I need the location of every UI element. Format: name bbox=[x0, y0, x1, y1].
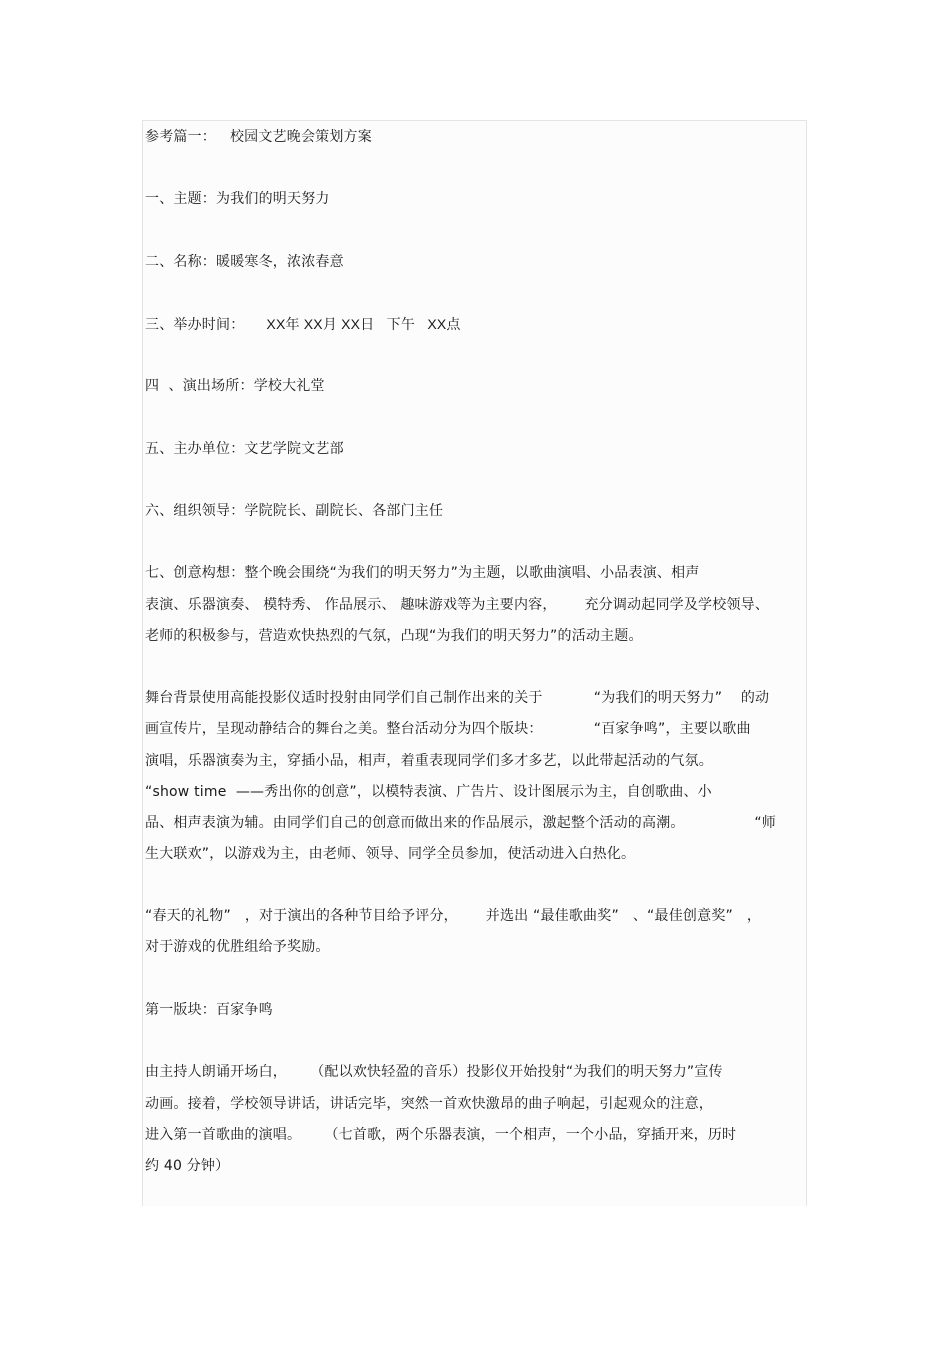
block1-line: 进入第一首歌曲的演唱。 （七首歌，两个乐器表演，一个相声，一个小品，穿插开来，历时 bbox=[145, 1127, 737, 1143]
stage-line: 演唱，乐器演奏为主，穿插小品，相声，着重表现同学们多才多艺，以此带起活动的气氛。 bbox=[145, 753, 713, 769]
stage-line: 品、相声表演为辅。由同学们自己的创意而做出来的作品展示，激起整个活动的高潮。 “师 bbox=[145, 815, 777, 831]
stage-line: 舞台背景使用高能投影仪适时投射由同学们自己制作出来的关于 “为我们的明天努力” 的动 bbox=[145, 690, 770, 706]
block1-line: 约 40 分钟） bbox=[145, 1158, 230, 1174]
stage-line: “show time ——秀出你的创意”，以模特表演、广告片、设计图展示为主，自创歌曲、小 bbox=[145, 784, 712, 800]
stage-line: 生大联欢”，以游戏为主，由老师、领导、同学全员参加，使活动进入白热化。 bbox=[145, 846, 636, 862]
section-name: 二、名称：暖暖寒冬，浓浓春意 bbox=[145, 254, 344, 270]
section-time-value: XX年 XX月 XX日 下午 XX点 bbox=[266, 316, 461, 332]
document-page bbox=[142, 120, 807, 1206]
concept-line: 七、创意构想：整个晚会围绕“为我们的明天努力”为主题，以歌曲演唱、小品表演、相声 bbox=[145, 565, 700, 581]
block1-title: 第一版块：百家争鸣 bbox=[145, 1002, 273, 1018]
section-time bbox=[145, 316, 461, 333]
gift-line: “春天的礼物” ，对于演出的各种节目给予评分， 并选出 “最佳歌曲奖” 、“最佳创意奖” ， bbox=[145, 908, 762, 924]
section-leaders: 六、组织领导：学院院长、副院长、各部门主任 bbox=[145, 503, 444, 519]
concept-line: 表演、乐器演奏、 模特秀、 作品展示、 趣味游戏等为主要内容， 充分调动起同学及学校领导、 bbox=[145, 597, 770, 613]
stage-line: 画宣传片，呈现动静结合的舞台之美。整台活动分为四个版块： “百家争鸣”，主要以歌曲 bbox=[145, 721, 751, 737]
section-time-label: 三、举办时间： bbox=[145, 317, 245, 333]
block1-line: 由主持人朗诵开场白， （配以欢快轻盈的音乐）投影仪开始投射“为我们的明天努力”宣传 bbox=[145, 1064, 723, 1080]
gift-line: 对于游戏的优胜组给予奖励。 bbox=[145, 939, 330, 955]
section-theme: 一、主题：为我们的明天努力 bbox=[145, 191, 330, 207]
block1-line: 动画。接着，学校领导讲话，讲话完毕，突然一首欢快激昂的曲子响起，引起观众的注意， bbox=[145, 1096, 713, 1112]
section-organizer: 五、主办单位：文艺学院文艺部 bbox=[145, 441, 344, 457]
concept-line: 老师的积极参与，营造欢快热烈的气氛，凸现“为我们的明天努力”的活动主题。 bbox=[145, 628, 643, 644]
document-title: 参考篇一： 校园文艺晚会策划方案 bbox=[145, 129, 372, 145]
section-venue: 四 、演出场所：学校大礼堂 bbox=[145, 378, 325, 394]
